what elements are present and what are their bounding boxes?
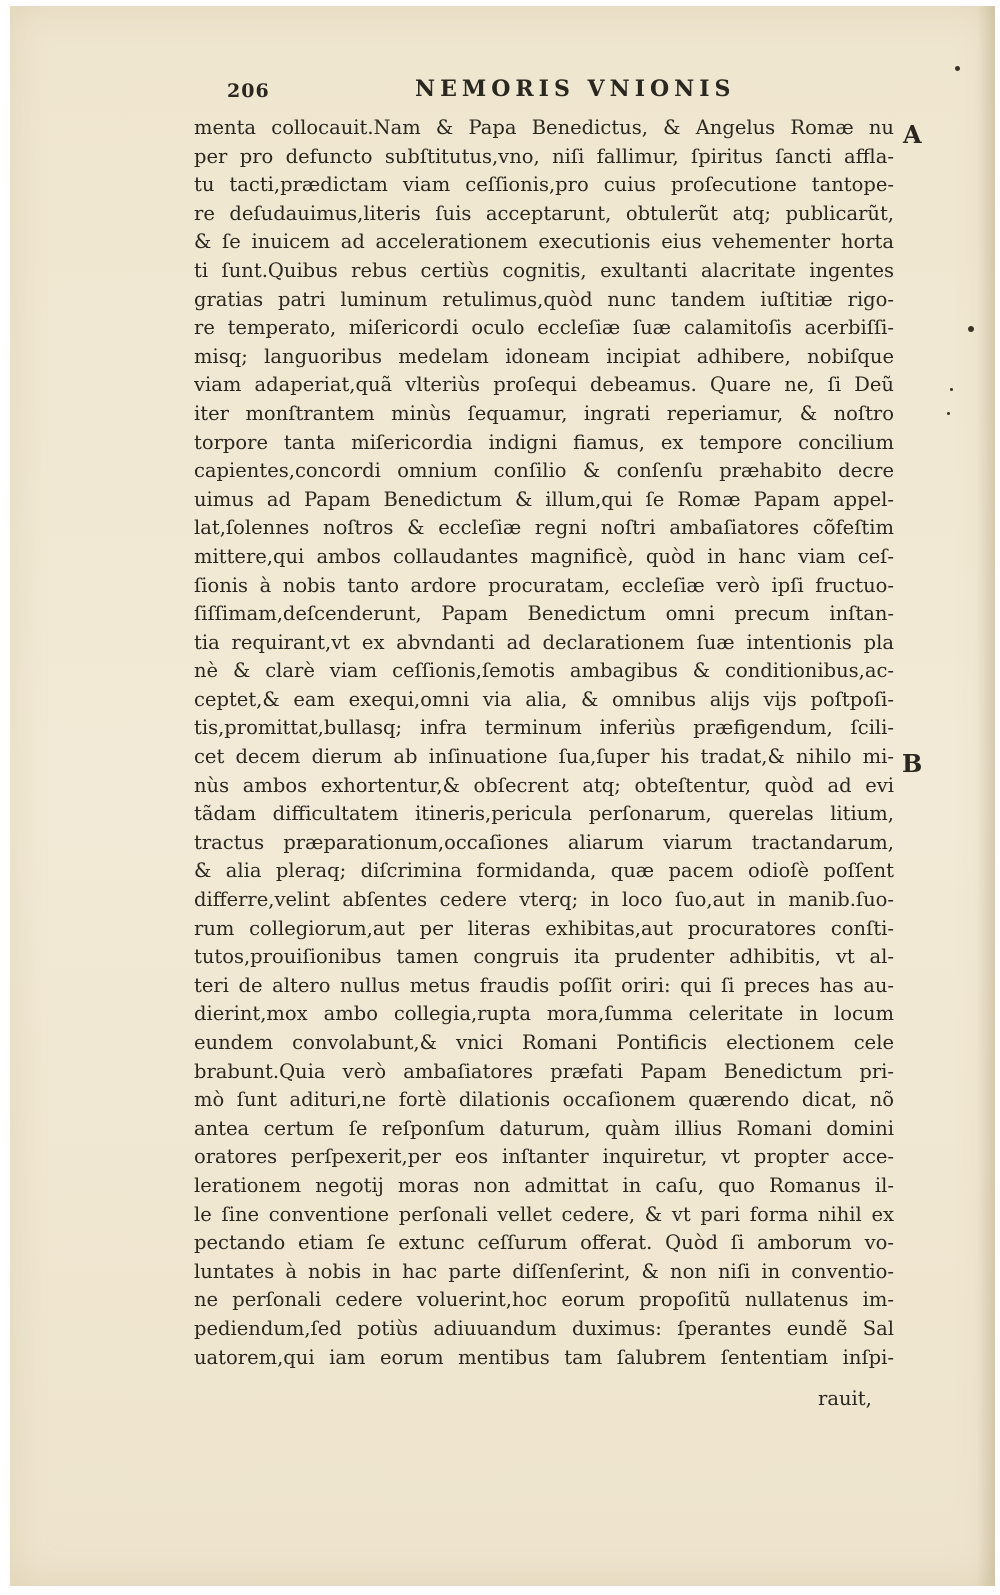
text-line: per pro defuncto subſtitutus,vno, niſi fallimur, ſpiritus ſancti affla-: [194, 144, 894, 168]
running-title: NEMORIS VNIONIS: [415, 76, 736, 102]
text-line: antea certum ſe reſponſum daturum, quàm illius Romani domini: [194, 1116, 894, 1140]
margin-letter-a: A: [903, 120, 922, 149]
catchword: rauit,: [818, 1387, 872, 1410]
text-line: eundem convolabunt,& vnici Romani Pontificis electionem cele: [194, 1031, 894, 1054]
text-line: ſionis à nobis tanto ardore procuratam, eccleſiæ verò ipſi fructuo-: [194, 573, 894, 597]
text-line: tractus præparationum,occaſiones aliarum viarum tractandarum,: [194, 830, 894, 854]
text-line: lat,ſolennes noſtros & eccleſiæ regni noſtri ambaſiatores cõfeſtim: [194, 516, 894, 540]
text-line: tu tacti,prædictam viam ceſſionis,pro cuius proſecutione tantope-: [194, 173, 894, 197]
text-line: & ſe inuicem ad accelerationem executionis eius vehementer horta: [194, 230, 894, 254]
text-line: dierint,mox ambo collegia,rupta mora,ſumma celeritate in locum: [194, 1002, 894, 1026]
text-line: ne perſonali cedere voluerint,hoc eorum propoſitũ nullatenus im-: [194, 1288, 894, 1312]
text-line: iter monſtrantem minùs ſequamur, ingrati reperiamur, & noſtro: [194, 401, 894, 425]
page-edge-shadow: [977, 6, 995, 1586]
text-line: & alia pleraq; diſcrimina formidanda, quæ pacem odioſè poſſent: [194, 859, 894, 883]
text-line: pediendum,ſed potiùs adiuuandum duximus: ſperantes eundẽ Sal: [194, 1316, 894, 1340]
text-line: nè & clarè viam ceſſionis,ſemotis ambagibus & conditionibus,ac-: [194, 659, 894, 683]
text-line: tis,promittat,bullasq; infra terminum inferiùs præfigendum, ſcili-: [194, 716, 894, 740]
text-line: uatorem,qui iam eorum mentibus tam ſalubrem ſententiam inſpi-: [194, 1345, 894, 1369]
text-line: pectando etiam ſe extunc ceſſurum offerat. Quòd ſi amborum vo-: [194, 1231, 894, 1255]
text-line: re deſudauimus,literis ſuis acceptarunt, obtulerũt atq; publicarũt,: [194, 201, 894, 225]
ink-speck: [950, 388, 953, 391]
text-line: gratias patri luminum retulimus,quòd nunc tandem iuſtitiæ rigo-: [194, 287, 894, 311]
text-line: cet decem dierum ab inſinuatione ſua,ſuper his tradat,& nihilo mi-: [194, 745, 894, 769]
page-number: 206: [227, 80, 270, 102]
text-line: mò ſunt adituri,ne fortè dilationis occaſionem quærendo dicat, nõ: [194, 1088, 894, 1112]
text-line: lerationem negotij moras non admittat in caſu, quo Romanus il-: [194, 1173, 894, 1197]
text-line: capientes,concordi omnium conſilio & conſenſu præhabito decre: [194, 459, 894, 483]
text-line: misq; languoribus medelam idoneam incipiat adhibere, nobiſque: [194, 344, 894, 368]
ink-speck: [947, 412, 950, 415]
text-line: tãdam difficultatem itineris,pericula perſonarum, querelas litium,: [194, 802, 894, 826]
text-line: menta collocauit.Nam & Papa Benedictus, & Angelus Romæ nu: [194, 116, 894, 139]
text-line: nùs ambos exhortentur,& obſecrent atq; obteſtentur, quòd ad evi: [194, 773, 894, 797]
text-line: uimus ad Papam Benedictum & illum,qui ſe Romæ Papam appel-: [194, 487, 894, 511]
ink-speck: [955, 66, 960, 71]
text-line: ti ſunt.Quibus rebus certiùs cognitis, exultanti alacritate ingentes: [194, 258, 894, 282]
text-line: differre,velint abſentes cedere vterq; in loco ſuo,aut in manib.ſuo-: [194, 888, 894, 912]
text-line: torpore tanta miſericordia indigni fiamus, ex tempore concilium: [194, 430, 894, 454]
text-line: ſiſſimam,deſcenderunt, Papam Benedictum omni precum inſtan-: [194, 602, 894, 626]
book-page: [10, 6, 995, 1586]
margin-letter-b: B: [902, 749, 923, 778]
text-line: le ſine conventione perſonali vellet cedere, & vt pari forma nihil ex: [194, 1202, 894, 1226]
text-line: rum collegiorum,aut per literas exhibitas,aut procuratores conſti-: [194, 916, 894, 940]
text-line: teri de altero nullus metus fraudis poſſit oriri: qui ſi preces has au-: [194, 973, 894, 997]
text-line: viam adaperiat,quã vlteriùs proſequi debeamus. Quare ne, ſi Deũ: [194, 373, 894, 397]
text-line: tia requirant,vt ex abvndanti ad declarationem ſuæ intentionis pla: [194, 630, 894, 654]
ink-speck: [968, 326, 974, 332]
text-line: tutos,prouiſionibus tamen congruis ita prudenter adhibitis, vt al-: [194, 945, 894, 969]
text-line: oratores perſpexerit,per eos inſtanter inquiretur, vt propter acce-: [194, 1145, 894, 1169]
text-line: brabunt.Quia verò ambaſiatores præfati Papam Benedictum pri-: [194, 1059, 894, 1083]
text-line: ceptet,& eam exequi,omni via alia, & omnibus alijs vijs poſtpoſi-: [194, 687, 894, 711]
body-text: [194, 114, 894, 1372]
text-line: mittere,qui ambos collaudantes magnificè, quòd in hanc viam ceſ-: [194, 544, 894, 568]
text-line: re temperato, miſericordi oculo eccleſiæ ſuæ calamitoſis acerbiſſi-: [194, 316, 894, 340]
running-head: [10, 76, 995, 106]
text-line: luntates à nobis in hac parte diſſenſerint, & non niſi in conventio-: [194, 1259, 894, 1283]
